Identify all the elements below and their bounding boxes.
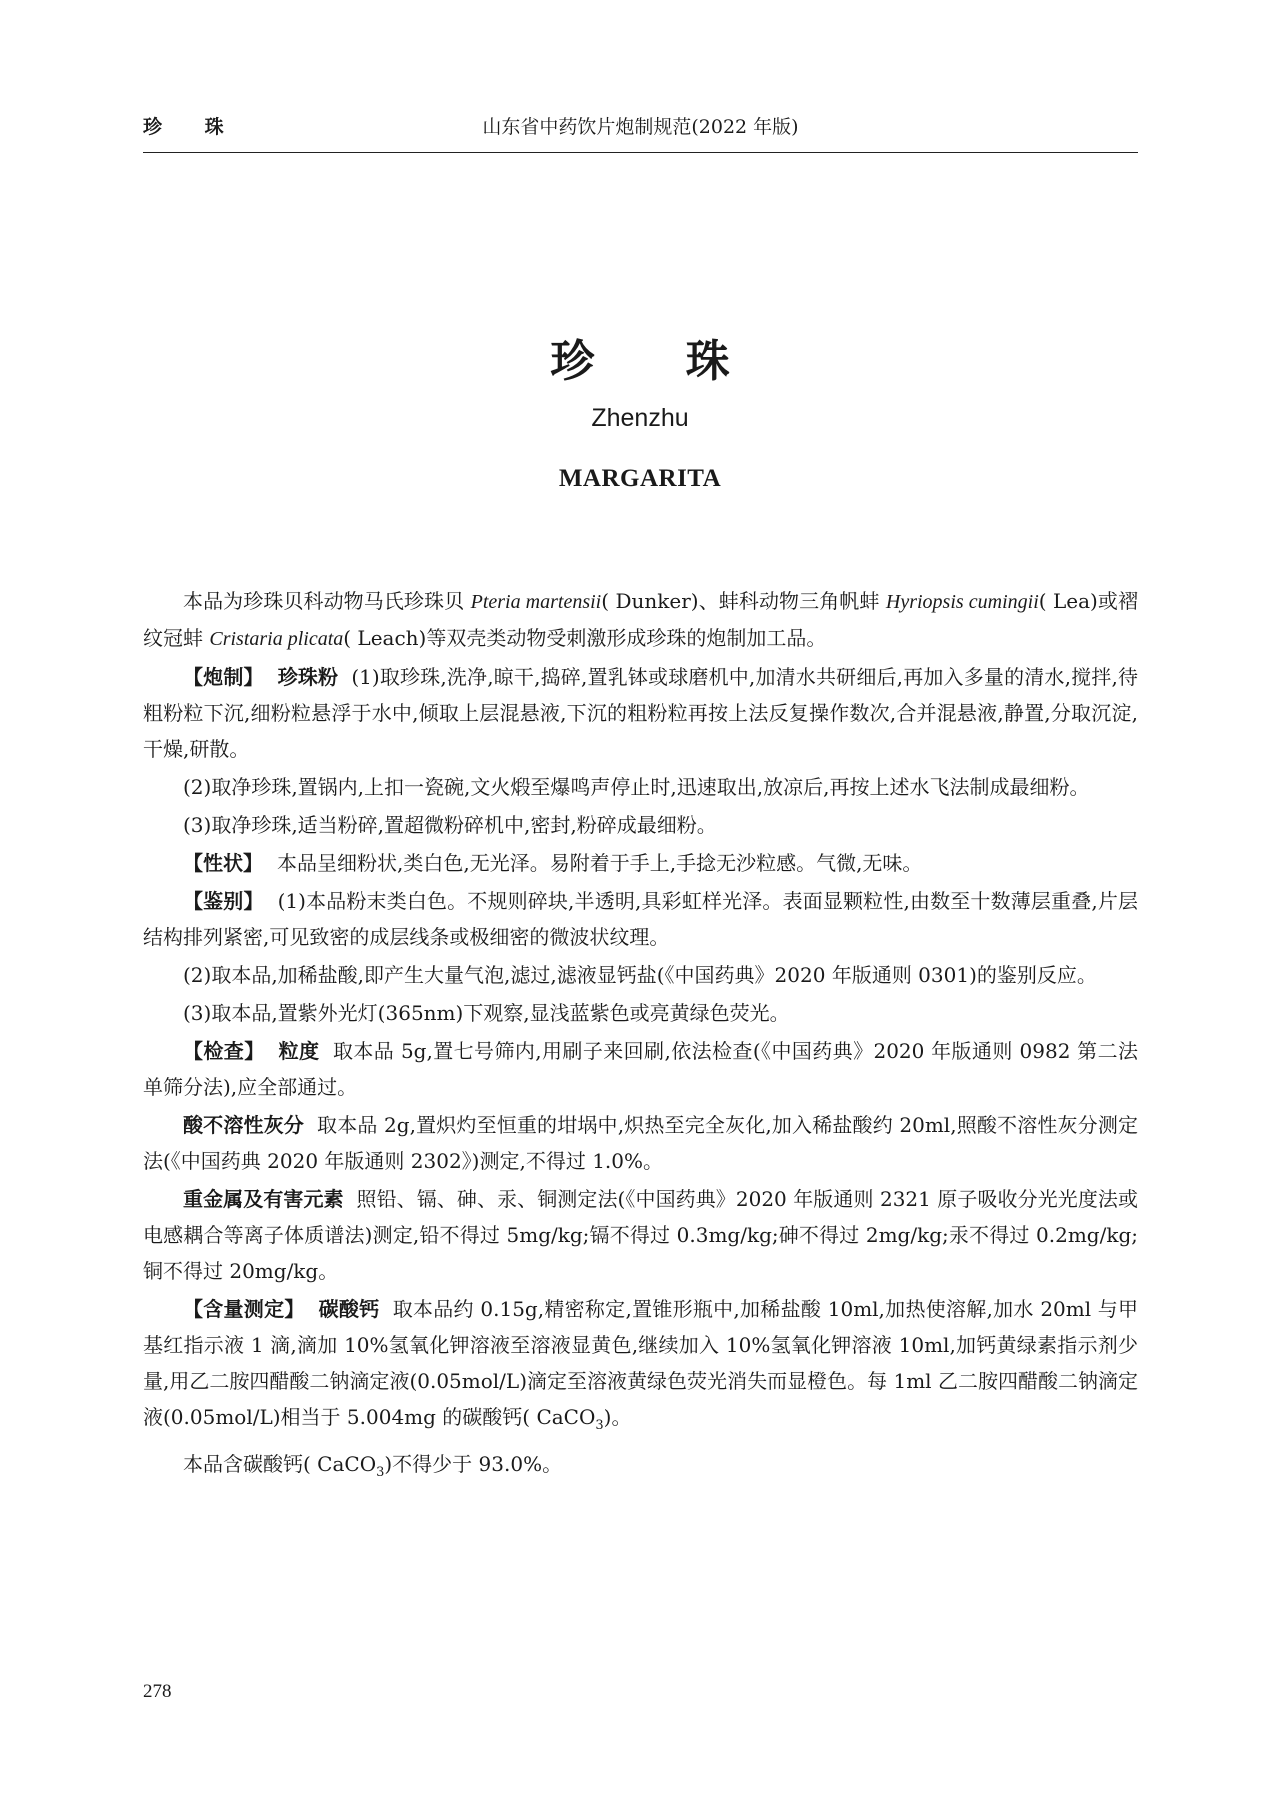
species-name-2: Hyriopsis cumingii <box>885 591 1039 613</box>
inspection-ash-paragraph <box>143 1107 1138 1179</box>
acid-insoluble-ash-text: 取本品 2g,置炽灼至恒重的坩埚中,炽热至完全灰化,加入稀盐酸约 20ml,照酸不溶性灰分测定法(《中国药典 2020 年版通则 2302》)测定,不得过 1.0%。 <box>143 1113 1139 1173</box>
assay-formula-post: )。 <box>603 1405 632 1429</box>
species-name-3: Cristaria plicata <box>209 628 344 650</box>
assay-formula-subscript: 3 <box>595 1418 604 1433</box>
intro-text-4: ( Leach)等双壳类动物受刺激形成珍珠的炮制加工品。 <box>343 626 827 650</box>
processing-paragraph-1 <box>143 659 1138 767</box>
assay-formula-pre: ( CaCO <box>522 1405 596 1429</box>
identification-paragraph-1 <box>143 883 1138 955</box>
granularity-text: 取本品 5g,置七号筛内,用刷子来回刷,依法检查(《中国药典》2020 年版通则 0982 第二法单筛分法),应全部通过。 <box>143 1039 1138 1099</box>
inspection-metals-paragraph <box>143 1181 1138 1289</box>
header-section-name: 珍 珠 <box>143 116 242 138</box>
content-limit-paragraph <box>143 1446 1138 1491</box>
assay-subheading: 碳酸钙 <box>318 1297 380 1321</box>
heavy-metals-subheading: 重金属及有害元素 <box>183 1187 344 1211</box>
content-limit-pre: 本品含碳酸钙( CaCO <box>183 1452 377 1476</box>
content-limit-subscript: 3 <box>376 1465 385 1480</box>
character-heading: 【性状】 <box>183 851 263 875</box>
identification-heading: 【鉴别】 <box>183 889 264 913</box>
page-title: 珍 珠 <box>550 336 768 387</box>
granularity-subheading: 粒度 <box>278 1039 320 1063</box>
processing-paragraph-2: (2)取净珍珠,置锅内,上扣一瓷碗,文火煅至爆鸣声停止时,迅速取出,放凉后,再按上述水飞法制成最细粉。 <box>183 775 1090 799</box>
processing-text-1: (1)取珍珠,洗净,晾干,捣碎,置乳钵或球磨机中,加清水共研细后,再加入多量的清水,搅拌,待粗粉粒下沉,细粉粒悬浮于水中,倾取上层混悬液,下沉的粗粉粒再按上法反复操作数次,合并混悬液,静置,分取沉淀,干燥,研散。 <box>143 665 1139 761</box>
header-book-title: 山东省中药饮片炮制规范(2022 年版) <box>482 116 799 138</box>
inspection-granularity-paragraph <box>143 1033 1138 1105</box>
assay-text: 取本品约 0.15g,精密称定,置锥形瓶中,加稀盐酸 10ml,加热使溶解,加水 20ml 与甲基红指示液 1 滴,滴加 10%氢氧化钾溶液至溶液显黄色,继续加入 10%氢氧化钾溶液 10ml,加钙黄绿素指示剂少量,用乙二胺四醋酸二钠滴定液(0.05mol/L)滴定至溶液黄绿色荧光消失而显橙色。每 1ml 乙二胺四醋酸二钠滴定液(0.05mol/L)相当于 5.004mg 的碳酸钙 <box>143 1297 1139 1429</box>
pinyin-name: Zhenzhu <box>591 404 689 432</box>
running-header <box>143 112 1138 142</box>
inspection-heading: 【检查】 <box>183 1039 265 1063</box>
intro-paragraph <box>143 583 1138 657</box>
intro-text-1: 本品为珍珠贝科动物马氏珍珠贝 <box>183 589 471 613</box>
identification-paragraph-3: (3)取本品,置紫外光灯(365nm)下观察,显浅蓝紫色或亮黄绿色荧光。 <box>183 1001 790 1025</box>
assay-paragraph <box>143 1291 1138 1444</box>
acid-insoluble-ash-subheading: 酸不溶性灰分 <box>183 1113 304 1137</box>
content-limit-post: )不得少于 93.0%。 <box>384 1452 563 1476</box>
assay-heading: 【含量测定】 <box>183 1297 305 1321</box>
page-number: 278 <box>143 1681 172 1702</box>
species-name-1: Pteria martensii <box>470 591 602 613</box>
intro-text-2: ( Dunker)、蚌科动物三角帆蚌 <box>601 589 886 613</box>
latin-name: MARGARITA <box>558 465 722 492</box>
identification-text-1: (1)本品粉末类白色。不规则碎块,半透明,具彩虹样光泽。表面显颗粒性,由数至十数薄层重叠,片层结构排列紧密,可见致密的成层线条或极细密的微波状纹理。 <box>143 889 1138 949</box>
processing-heading: 【炮制】 <box>183 665 264 689</box>
intro-text-3: ( Lea)或褶纹冠蚌 <box>143 589 1139 650</box>
processing-paragraph-3: (3)取净珍珠,适当粉碎,置超微粉碎机中,密封,粉碎成最细粉。 <box>183 813 717 837</box>
monograph-body <box>143 583 1138 1493</box>
processing-subheading: 珍珠粉 <box>277 665 339 689</box>
character-text: 本品呈细粉状,类白色,无光泽。易附着于手上,手捻无沙粒感。气微,无味。 <box>277 851 923 875</box>
identification-paragraph-2: (2)取本品,加稀盐酸,即产生大量气泡,滤过,滤液显钙盐(《中国药典》2020 年版通则 0301)的鉴别反应。 <box>183 963 1097 987</box>
heavy-metals-text: 照铅、镉、砷、汞、铜测定法(《中国药典》2020 年版通则 2321 原子吸收分光光度法或电感耦合等离子体质谱法)测定,铅不得过 5mg/kg;镉不得过 0.3mg/kg;砷不得过 2mg/kg;汞不得过 0.2mg/kg;铜不得过 20mg/kg。 <box>143 1187 1139 1283</box>
character-paragraph <box>143 845 1138 881</box>
header-divider <box>143 152 1138 153</box>
